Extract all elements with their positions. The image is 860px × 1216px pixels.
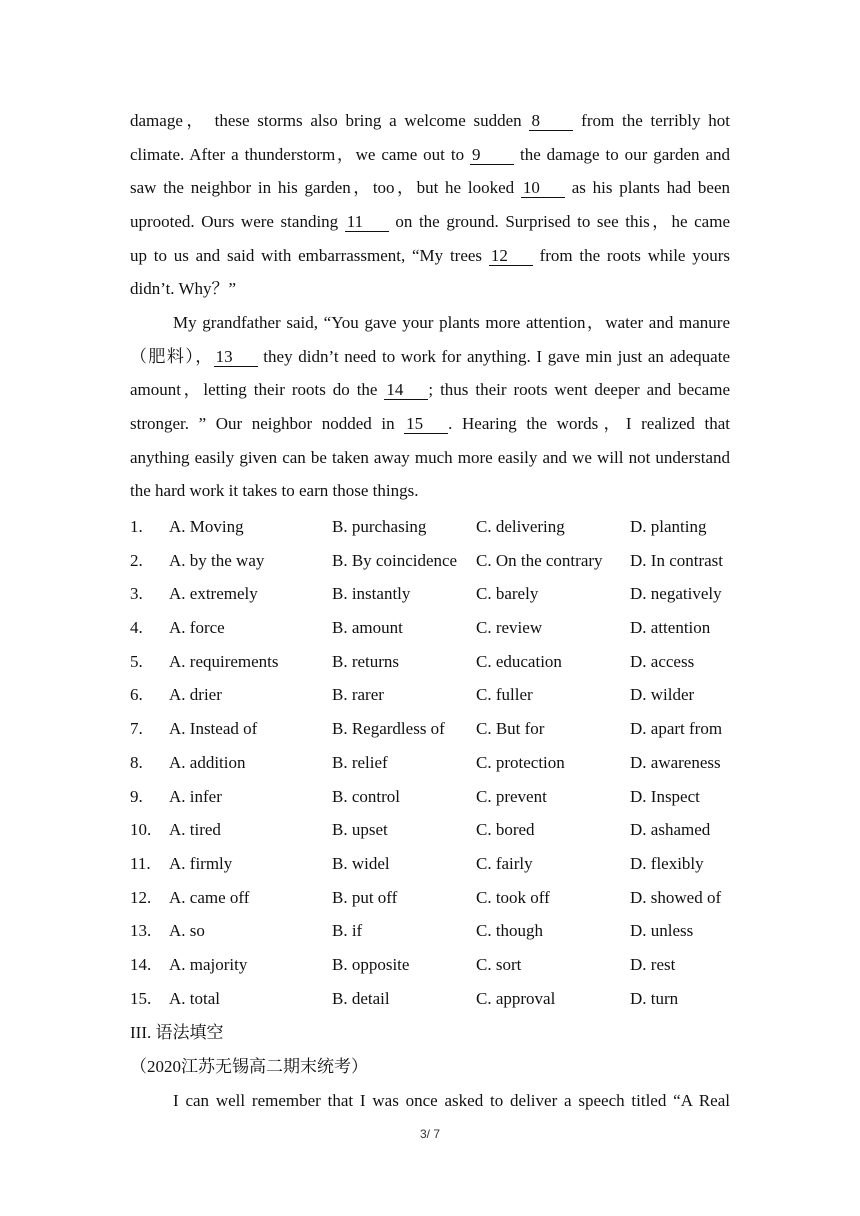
option-c: C. But for: [476, 719, 545, 739]
blank-number: 13: [214, 348, 258, 367]
passage-text: the hard work it takes to earn those things.: [130, 481, 419, 501]
option-b: B. detail: [332, 988, 390, 1008]
option-a: A. requirements: [169, 651, 279, 671]
passage-text: as his plants had been: [564, 178, 730, 198]
blank-number: 9: [470, 146, 514, 165]
option-row: [130, 544, 750, 578]
question-number: 3.: [130, 584, 143, 604]
option-row: [130, 881, 750, 915]
passage-paragraph-2: [130, 306, 730, 508]
option-b: B. put off: [332, 887, 398, 907]
question-number: 12.: [130, 887, 152, 907]
passage-line: [130, 340, 730, 374]
blank-number: 14: [384, 381, 428, 400]
option-d: D. ashamed: [630, 820, 711, 840]
option-row: [130, 712, 750, 746]
question-number: 11.: [130, 853, 151, 873]
option-c: C. took off: [476, 887, 550, 907]
option-b: B. control: [332, 786, 400, 806]
section-first-line: I can well remember that I was once asked to deliver a speech titled “A Real: [173, 1091, 730, 1110]
passage-text: the damage to our garden and: [514, 144, 730, 164]
passage-text: ; thus their roots went deeper and became: [428, 380, 730, 400]
option-row: [130, 510, 750, 544]
section-source: （2020江苏无锡高二期末统考）: [130, 1057, 368, 1076]
option-a: A. force: [169, 618, 225, 638]
option-a: A. infer: [169, 786, 222, 806]
passage-line: [130, 407, 730, 441]
option-d: D. rest: [630, 954, 676, 974]
option-c: C. On the contrary: [476, 550, 603, 570]
question-number: 9.: [130, 786, 143, 806]
page-number: 3/ 7: [419, 1127, 440, 1141]
question-number: 15.: [130, 988, 152, 1008]
passage-text: saw the neighbor in his garden，too，but he looked: [130, 178, 521, 198]
option-b: B. instantly: [332, 584, 411, 604]
option-d: D. Inspect: [630, 786, 700, 806]
option-c: C. barely: [476, 584, 539, 604]
question-number: 10.: [130, 820, 152, 840]
option-c: C. review: [476, 618, 543, 638]
option-c: C. fuller: [476, 685, 533, 705]
blank-number: 15: [404, 415, 448, 434]
option-d: D. planting: [630, 517, 707, 536]
passage-text: My grandfather said, “You gave your plants more attention，water and manure: [173, 313, 730, 332]
option-b: B. purchasing: [332, 517, 427, 536]
question-number: 14.: [130, 954, 152, 974]
passage-line: [130, 138, 730, 172]
passage-text: climate. After a thunderstorm，we came out to: [130, 144, 471, 164]
blank-number: 11: [345, 213, 389, 232]
passage-line: [130, 441, 730, 475]
option-d: D. negatively: [630, 584, 722, 604]
option-d: D. attention: [630, 618, 711, 638]
option-d: D. wilder: [630, 685, 695, 705]
option-c: C. prevent: [476, 786, 547, 806]
passage-text: （肥料），: [130, 346, 214, 366]
passage-text: uprooted. Ours were standing: [130, 212, 345, 232]
option-a: A. firmly: [169, 853, 233, 873]
option-b: B. rarer: [332, 685, 384, 705]
option-a: A. total: [169, 988, 220, 1008]
blank-number: 12: [489, 247, 533, 266]
section-passage: [130, 1084, 730, 1118]
option-c: C. approval: [476, 988, 556, 1008]
option-row: [130, 746, 750, 780]
option-a: A. came off: [169, 887, 250, 907]
option-b: B. returns: [332, 651, 400, 671]
blank-number: 10: [521, 179, 565, 198]
option-row: [130, 645, 750, 679]
option-row: [130, 813, 750, 847]
passage-line: [130, 104, 730, 138]
section-title: III. 语法填空: [130, 1023, 224, 1042]
question-number: 2.: [130, 550, 143, 570]
passage-text: they didn’t need to work for anything. I gave min just an adequate: [257, 346, 730, 366]
option-c: C. though: [476, 921, 544, 941]
option-a: A. by the way: [169, 550, 265, 570]
question-number: 5.: [130, 651, 143, 671]
question-number: 4.: [130, 618, 143, 638]
option-b: B. amount: [332, 618, 403, 638]
passage-line: [130, 474, 730, 508]
passage-line: [130, 306, 730, 340]
option-row: [130, 577, 750, 611]
option-d: D. unless: [630, 921, 694, 941]
passage-paragraph-1: [130, 104, 730, 306]
passage-text: didn’t. Why？”: [130, 279, 237, 299]
passage-text: on the ground. Surprised to see this，he came: [388, 212, 730, 232]
passage-text: from the terribly hot: [573, 111, 730, 130]
question-number: 6.: [130, 685, 143, 705]
option-c: C. protection: [476, 752, 565, 772]
option-c: C. delivering: [476, 517, 565, 536]
option-a: A. Moving: [169, 517, 244, 536]
option-a: A. tired: [169, 820, 221, 840]
option-row: [130, 982, 750, 1016]
question-number: 7.: [130, 719, 143, 739]
option-a: A. so: [169, 921, 205, 941]
passage-line: [130, 373, 730, 407]
option-d: D. In contrast: [630, 550, 724, 570]
option-row: [130, 678, 750, 712]
option-a: A. drier: [169, 685, 222, 705]
option-row: [130, 847, 750, 881]
passage-text: amount，letting their roots do the: [130, 380, 385, 400]
option-a: A. majority: [169, 954, 248, 974]
option-d: D. turn: [630, 988, 679, 1008]
question-number: 1.: [130, 517, 143, 536]
option-a: A. Instead of: [169, 719, 258, 739]
option-b: B. if: [332, 921, 363, 941]
option-d: D. access: [630, 651, 695, 671]
passage-line: [130, 272, 730, 306]
option-row: [130, 948, 750, 982]
option-b: B. widel: [332, 853, 390, 873]
option-b: B. opposite: [332, 954, 410, 974]
option-c: C. education: [476, 651, 562, 671]
passage-line: [130, 171, 730, 205]
option-b: B. By coincidence: [332, 550, 458, 570]
passage-line: [130, 239, 730, 273]
option-c: C. sort: [476, 954, 522, 974]
option-row: [130, 914, 750, 948]
option-b: B. upset: [332, 820, 388, 840]
passage-text: up to us and said with embarrassment, “My trees: [130, 245, 489, 265]
question-number: 8.: [130, 752, 143, 772]
blank-number: 8: [529, 112, 573, 131]
option-a: A. extremely: [169, 584, 258, 604]
option-c: C. fairly: [476, 853, 533, 873]
options-table: [130, 510, 750, 1015]
passage-line: [130, 205, 730, 239]
option-d: D. apart from: [630, 719, 723, 739]
question-number: 13.: [130, 921, 152, 941]
option-b: B. Regardless of: [332, 719, 445, 739]
option-b: B. relief: [332, 752, 388, 772]
passage-text: from the roots while yours: [532, 245, 731, 265]
option-row: [130, 780, 750, 814]
passage-text: . Hearing the words，I realized that: [448, 414, 730, 434]
passage-text: stronger. ” Our neighbor nodded in: [130, 414, 405, 434]
passage-text: anything easily given can be taken away much more easily and we will not understand: [130, 447, 730, 467]
passage-text: damage， these storms also bring a welcome sudden: [130, 111, 530, 130]
option-c: C. bored: [476, 820, 535, 840]
option-d: D. showed of: [630, 887, 722, 907]
option-d: D. flexibly: [630, 853, 704, 873]
option-d: D. awareness: [630, 752, 721, 772]
option-a: A. addition: [169, 752, 246, 772]
option-row: [130, 611, 750, 645]
